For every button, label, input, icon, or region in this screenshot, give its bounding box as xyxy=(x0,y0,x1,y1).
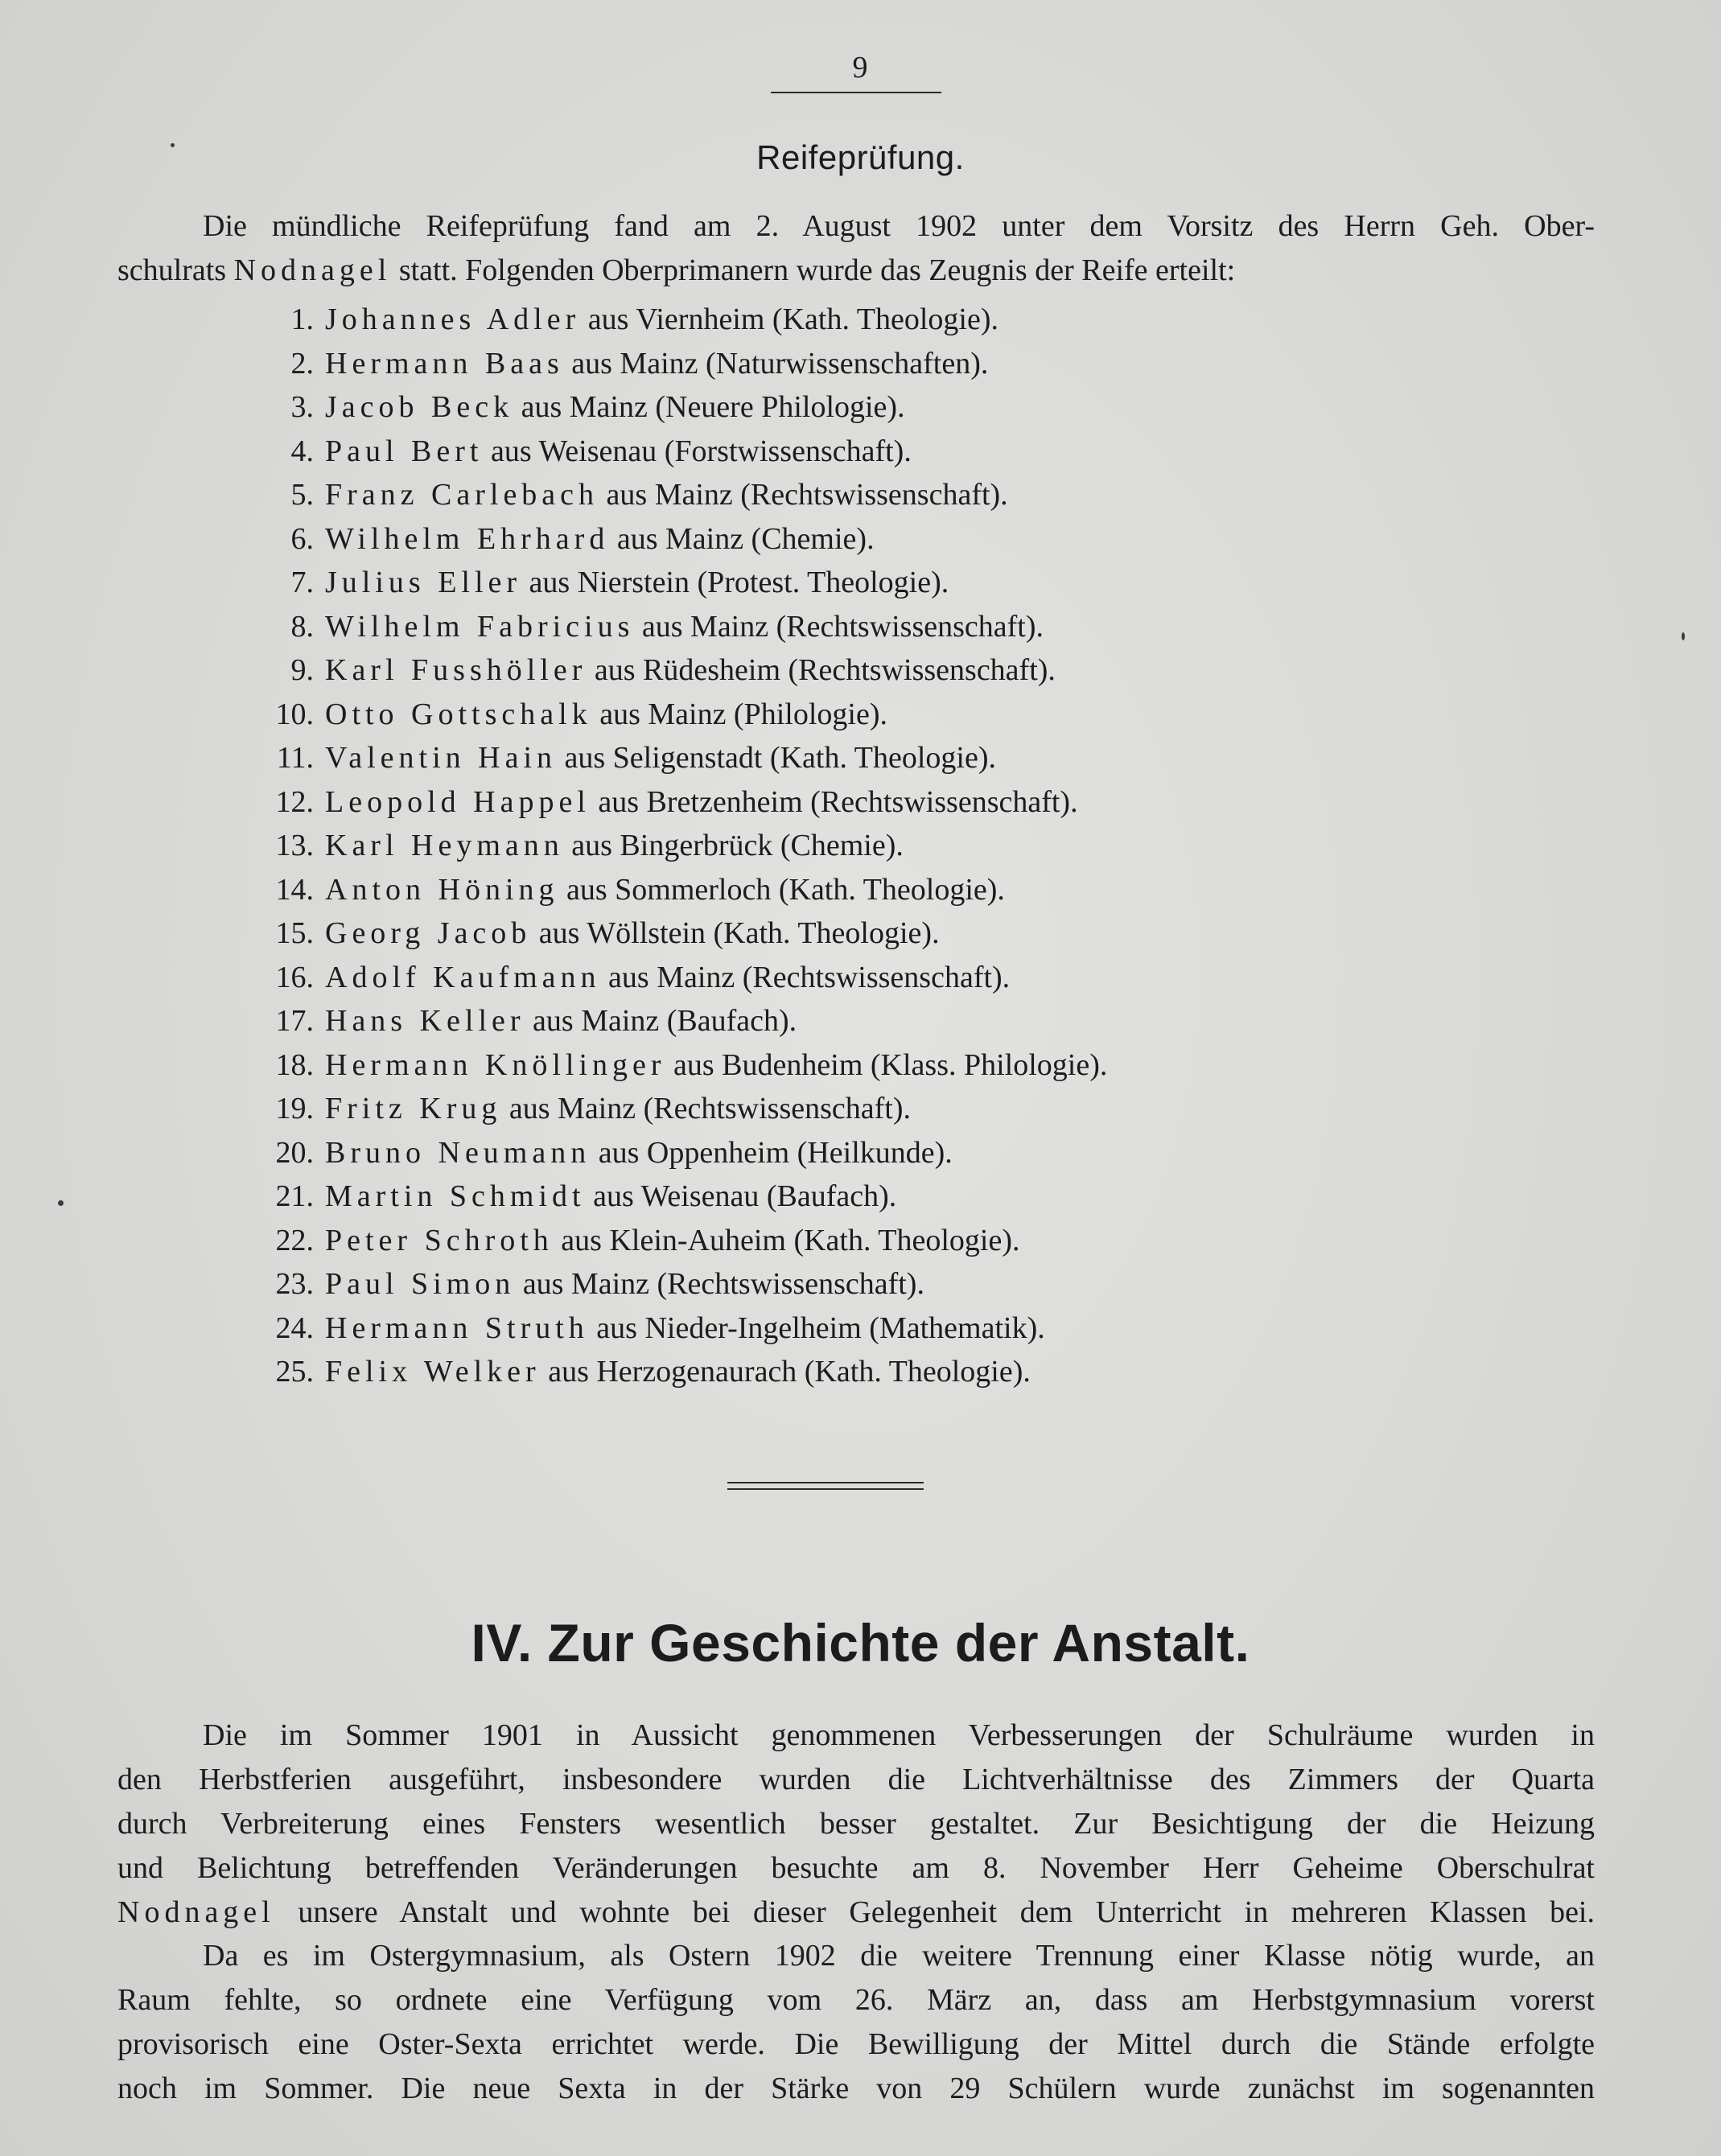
list-item-number: 14. xyxy=(275,872,314,907)
graduate-details: aus Mainz (Chemie). xyxy=(609,521,875,556)
graduate-details: aus Budenheim (Klass. Philologie). xyxy=(665,1047,1108,1082)
list-item-number: 1. xyxy=(290,302,314,336)
intro-line-2-lead: schulrats xyxy=(117,253,234,287)
graduate-details: aus Viernheim (Kath. Theologie). xyxy=(580,302,998,336)
list-item-number: 9. xyxy=(290,653,314,687)
graduate-name: Karl Fusshöller xyxy=(325,653,587,687)
intro-line-1: Die mündliche Reifeprüfung fand am 2. August 1902 unter dem Vorsitz des Herrn Geh. Ober- xyxy=(203,209,1595,243)
graduate-name: Anton Höning xyxy=(325,872,559,907)
graduate-name: Franz Carlebach xyxy=(325,478,599,512)
paper-speck xyxy=(171,143,175,147)
paragraph-line xyxy=(117,1891,1595,1935)
graduate-details: aus Mainz (Rechtswissenschaft). xyxy=(599,478,1008,512)
list-item-number: 6. xyxy=(290,521,314,556)
graduate-name: Hermann Knöllinger xyxy=(325,1047,666,1082)
list-item xyxy=(241,1043,1368,1088)
graduates-list xyxy=(241,298,1368,1394)
paragraph-line: Die im Sommer 1901 in Aussicht genommenen Verbesserungen der Schulräume wurden in xyxy=(203,1718,1595,1752)
list-item-number: 2. xyxy=(290,346,314,381)
graduate-name: Karl Heymann xyxy=(325,829,564,862)
list-item-number: 7. xyxy=(290,566,314,599)
list-item xyxy=(241,911,1368,956)
list-item xyxy=(241,868,1368,912)
graduate-details: aus Weisenau (Forstwissenschaft). xyxy=(483,434,912,468)
paragraph-line: durch Verbreiterung eines Fensters wesentlich besser gestaltet. Zur Besichtigung der die Heizung xyxy=(117,1807,1595,1841)
list-item xyxy=(241,648,1368,693)
list-item-number: 23. xyxy=(275,1267,314,1301)
history-paragraph-1 xyxy=(117,1714,1595,1935)
list-item xyxy=(241,1306,1368,1351)
graduate-name: Hermann Struth xyxy=(325,1310,589,1345)
graduate-name: Georg Jacob xyxy=(325,916,532,950)
history-paragraph-2 xyxy=(117,1934,1595,2111)
list-item xyxy=(241,605,1368,649)
paragraph-line: noch im Sommer. Die neue Sexta in der Stärke von 29 Schülern wurde zunächst im sogenannten xyxy=(117,2072,1595,2105)
paragraph-line: Raum fehlte, so ordnete eine Verfügung vom 26. März an, dass am Herbstgymnasium vorerst xyxy=(117,1983,1595,2017)
list-item xyxy=(241,298,1368,342)
body-name-nodnagel: Nodnagel xyxy=(117,1895,275,1929)
paragraph-line: den Herbstferien ausgeführt, insbesondere wurden die Lichtverhältnisse des Zimmers der Quarta xyxy=(117,1763,1595,1796)
list-item xyxy=(241,1219,1368,1263)
page-number: 9 xyxy=(852,51,869,84)
list-item-number: 17. xyxy=(275,1004,314,1038)
graduate-details: aus Oppenheim (Heilkunde). xyxy=(591,1135,953,1170)
graduate-details: aus Mainz (Baufach). xyxy=(525,1004,797,1038)
graduate-details: aus Mainz (Rechtswissenschaft). xyxy=(515,1267,924,1301)
graduate-name: Julius Eller xyxy=(325,566,522,599)
list-item xyxy=(241,1087,1368,1131)
graduate-name: Hans Keller xyxy=(325,1004,525,1038)
graduate-name: Fritz Krug xyxy=(325,1092,502,1125)
graduate-name: Wilhelm Ehrhard xyxy=(325,521,610,556)
list-item xyxy=(241,780,1368,825)
list-item xyxy=(241,517,1368,562)
graduate-name: Wilhelm Fabricius xyxy=(325,609,635,644)
graduate-name: Peter Schroth xyxy=(325,1223,554,1257)
graduate-details: aus Wöllstein (Kath. Theologie). xyxy=(531,916,940,950)
intro-paragraph xyxy=(117,204,1595,293)
list-item xyxy=(241,1262,1368,1306)
graduate-details: aus Bingerbrück (Chemie). xyxy=(563,829,904,862)
list-item xyxy=(241,430,1368,474)
graduate-details: aus Mainz (Naturwissenschaften). xyxy=(563,346,989,381)
graduate-name: Martin Schmidt xyxy=(325,1179,586,1213)
intro-line-2-tail: statt. Folgenden Oberprimanern wurde das Zeugnis der Reife erteilt: xyxy=(391,253,1236,287)
graduate-name: Leopold Happel xyxy=(325,784,591,819)
graduate-details: aus Sommerloch (Kath. Theologie). xyxy=(558,872,1005,907)
graduate-details: aus Klein-Auheim (Kath. Theologie). xyxy=(553,1223,1020,1257)
list-item xyxy=(241,693,1368,737)
list-item-number: 12. xyxy=(275,784,314,819)
list-item xyxy=(241,999,1368,1043)
list-item-number: 15. xyxy=(275,916,314,950)
paragraph-line-tail: unsere Anstalt und wohnte bei dieser Gelegenheit dem Unterricht in mehreren Klassen bei. xyxy=(274,1895,1595,1929)
graduate-details: aus Mainz (Rechtswissenschaft). xyxy=(600,960,1011,994)
graduate-details: aus Rüdesheim (Rechtswissenschaft). xyxy=(587,653,1056,687)
graduate-details: aus Herzogenaurach (Kath. Theologie). xyxy=(540,1355,1031,1389)
list-item-number: 3. xyxy=(290,390,314,424)
graduate-name: Bruno Neumann xyxy=(325,1135,591,1170)
list-item xyxy=(241,1175,1368,1219)
intro-line-2 xyxy=(117,249,1595,293)
graduate-details: aus Nieder-Ingelheim (Mathematik). xyxy=(588,1310,1045,1345)
list-item-number: 25. xyxy=(275,1355,314,1389)
section-heading-reifepruefung: Reifeprüfung. xyxy=(756,138,965,176)
list-item-number: 21. xyxy=(275,1179,314,1213)
list-item-number: 19. xyxy=(275,1092,314,1125)
graduate-name: Jacob Beck xyxy=(325,390,514,424)
graduate-name: Valentin Hain xyxy=(325,741,558,775)
list-item xyxy=(241,956,1368,1000)
list-item xyxy=(241,1350,1368,1394)
graduate-name: Adolf Kaufmann xyxy=(325,960,601,994)
intro-name-nodnagel: Nodnagel xyxy=(233,253,392,287)
graduate-name: Hermann Baas xyxy=(325,346,564,381)
list-item xyxy=(241,824,1368,868)
chapter-heading: IV. Zur Geschichte der Anstalt. xyxy=(471,1613,1250,1673)
graduate-name: Paul Simon xyxy=(325,1267,516,1301)
list-item-number: 5. xyxy=(290,478,314,512)
section-divider xyxy=(727,1482,924,1490)
graduate-details: aus Mainz (Neuere Philologie). xyxy=(513,390,905,424)
graduate-details: aus Bretzenheim (Rechtswissenschaft). xyxy=(590,784,1078,819)
list-item-number: 4. xyxy=(290,434,314,468)
list-item-number: 22. xyxy=(275,1223,314,1257)
graduate-details: aus Mainz (Philologie). xyxy=(591,697,887,731)
graduate-name: Johannes Adler xyxy=(325,302,581,336)
list-item xyxy=(241,736,1368,780)
paper-speck xyxy=(1682,632,1685,640)
graduate-details: aus Weisenau (Baufach). xyxy=(585,1179,897,1213)
page-number-rule xyxy=(771,92,941,93)
graduate-name: Otto Gottschalk xyxy=(325,697,592,731)
list-item-number: 20. xyxy=(275,1135,314,1170)
graduate-details: aus Mainz (Rechtswissenschaft). xyxy=(634,609,1044,644)
list-item-number: 8. xyxy=(290,609,314,644)
list-item xyxy=(241,1131,1368,1175)
list-item-number: 16. xyxy=(275,960,314,994)
graduate-name: Felix Welker xyxy=(325,1355,541,1389)
paragraph-line: provisorisch eine Oster-Sexta errichtet werde. Die Bewilligung der Mittel durch die Stände erfolgte xyxy=(117,2027,1595,2061)
list-item-number: 11. xyxy=(276,741,314,775)
list-item xyxy=(241,342,1368,386)
graduate-name: Paul Bert xyxy=(325,434,484,468)
list-item-number: 13. xyxy=(275,829,314,862)
paper-speck xyxy=(58,1200,64,1206)
list-item xyxy=(241,561,1368,605)
list-item xyxy=(241,385,1368,430)
paragraph-line: Da es im Ostergymnasium, als Ostern 1902 die weitere Trennung einer Klasse nötig wurde, an xyxy=(203,1939,1595,1973)
paragraph-line: und Belichtung betreffenden Veränderungen besuchte am 8. November Herr Geheime Oberschulrat xyxy=(117,1851,1595,1885)
list-item xyxy=(241,473,1368,517)
graduate-details: aus Nierstein (Protest. Theologie). xyxy=(521,566,949,599)
graduate-details: aus Seligenstadt (Kath. Theologie). xyxy=(557,741,996,775)
graduate-details: aus Mainz (Rechtswissenschaft). xyxy=(501,1092,912,1125)
list-item-number: 10. xyxy=(275,697,314,731)
list-item-number: 18. xyxy=(275,1047,314,1082)
list-item-number: 24. xyxy=(275,1310,314,1345)
